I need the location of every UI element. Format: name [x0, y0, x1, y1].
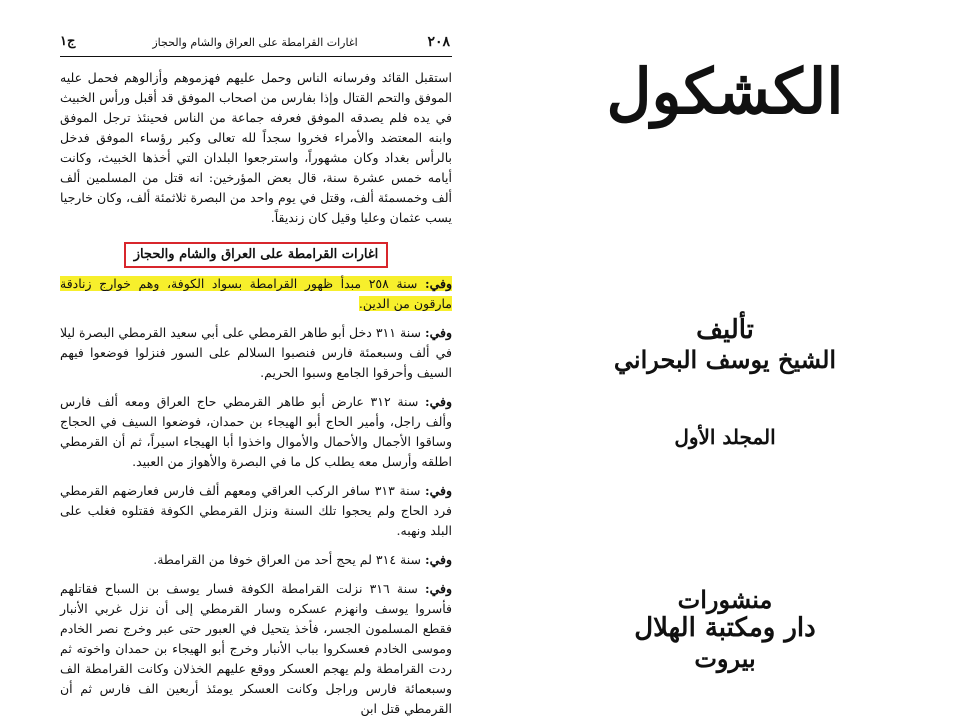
paragraph-text: سنة ٣١٦ نزلت القرامطة الكوفة فسار يوسف بن السباح فقاتلهم فأسروا يوسف وانهزم عسكره وسار القرمطي إلى أن نزل غربي الأنبار فقطع المسلمون الجسر، فأخذ يتحيل في العبور حتى عبر وخرج نصر الخادم وموسى الخادم فعسكروا بباب الأنبار وخرج أبو الهيجاء بن حمدان واخوته ثم ردت القرامطة ولم يهجم العسكر ووقع عليهم الخذلان وكانت القرامطة الف وسبعمائة فارس وراجل وكانت العسكر يومئذ أربعين الف فارس ثم أن القرمطي قتل ابن	[60, 581, 452, 716]
list-item	[60, 550, 452, 570]
paragraph-lead: وفي:	[424, 483, 453, 498]
paragraph-lead: وفي:	[424, 552, 452, 567]
running-title: اغارات القرامطة على العراق والشام والحجاز	[152, 36, 358, 49]
paragraph-lead: وفي:	[424, 394, 453, 409]
publisher-line-1: منشورات	[677, 585, 773, 614]
paragraph-text: سنة ٢٥٨ مبدأ ظهور القرامطة بسواد الكوفة، وهم خوارج زنادقة مارقون من الدين.	[60, 276, 452, 311]
left-page	[60, 30, 460, 716]
header-rule	[60, 56, 452, 57]
publisher-line-2: دار ومكتبة الهلال	[634, 613, 816, 643]
paragraph-lead: وفي:	[424, 276, 452, 291]
page-number: ٢٠٨	[427, 34, 450, 50]
highlighted-paragraph	[60, 274, 452, 314]
page-body	[60, 68, 452, 719]
title-page	[490, 30, 960, 710]
author-label: تأليف	[696, 315, 754, 345]
author-name: الشيخ يوسف البحراني	[613, 345, 837, 374]
list-item	[60, 392, 452, 472]
paragraph-text: سنة ٣١١ دخل أبو طاهر القرمطي على أبي سعيد القرمطي البصرة ليلا في ألف وسبعمئة فارس فنصبوا السلالم على السور فنزلوا فوضعوا فيهم السيف وأحرقوا الجامع وسبوا الحريم.	[60, 325, 452, 380]
volume-label: المجلد الأول	[674, 425, 776, 449]
volume-marker: ج١	[60, 34, 76, 49]
paragraph-text: سنة ٣١٢ عارض أبو طاهر القرمطي حاج العراق ومعه ألف فارس وألف راجل، وأمير الحاج أبو الهيجاء بن حمدان، فوضعوا السيف في الحجاج وساقوا الأجمال والأحمال والأموال واخذوا أبا الهيجاء اسيراً، ثم أن القرمطي اطلقه وأرسل معه يطلب كل ما في البصرة والأهواز من العبيد.	[60, 394, 452, 469]
list-item	[60, 481, 452, 541]
paragraph-lead: وفي:	[424, 325, 453, 340]
list-item	[60, 323, 452, 383]
paragraph-text: سنة ٣١٤ لم يحج أحد من العراق خوفا من القرامطة.	[153, 552, 421, 567]
book-title: الكشكول	[606, 55, 844, 128]
top-paragraph: استقبل القائد وفرسانه الناس وحمل عليهم فهزموهم وأزالوهم فحمل عليه الموفق والتحم القتال وإذا بفارس من اصحاب الموفق قد أقبل ورأس الخبيث في يده فلم يصدقه الموفق فعرفه جماعة من الناس فحينئذ ترجل الموفق وابنه المعتضد والأمراء فخروا سجداً لله تعالى وكبر رؤساء الموفق فدخل بالرأس بغداد وكان مشهوراً، واسترجعوا البلدان التي أخذها الخبيث، وكانت أيامه خمس عشرة سنة، قال بعض المؤرخين: انه قتل من المسلمين ألف ألف وخمسمئة ألف، وقتل في يوم واحد من البصرة ثلاثمئة ألف، وكان خارجيا يسب عثمان وعليا وقيل كان زنديقاً.	[60, 70, 452, 225]
running-head	[60, 30, 450, 56]
paragraph-lead: وفي:	[424, 581, 452, 596]
section-heading: اغارات القرامطة على العراق والشام والحجاز	[124, 242, 389, 268]
paragraph-text: سنة ٣١٣ سافر الركب العراقي ومعهم ألف فارس فعارضهم القرمطي فرد الحاج ولم يحجوا تلك السنة ونزل القرمطي الكوفة فقتلوه فغلب على البلد ونهبه.	[60, 483, 452, 538]
publisher-line-3: بيروت	[694, 644, 756, 673]
list-item	[60, 579, 452, 719]
